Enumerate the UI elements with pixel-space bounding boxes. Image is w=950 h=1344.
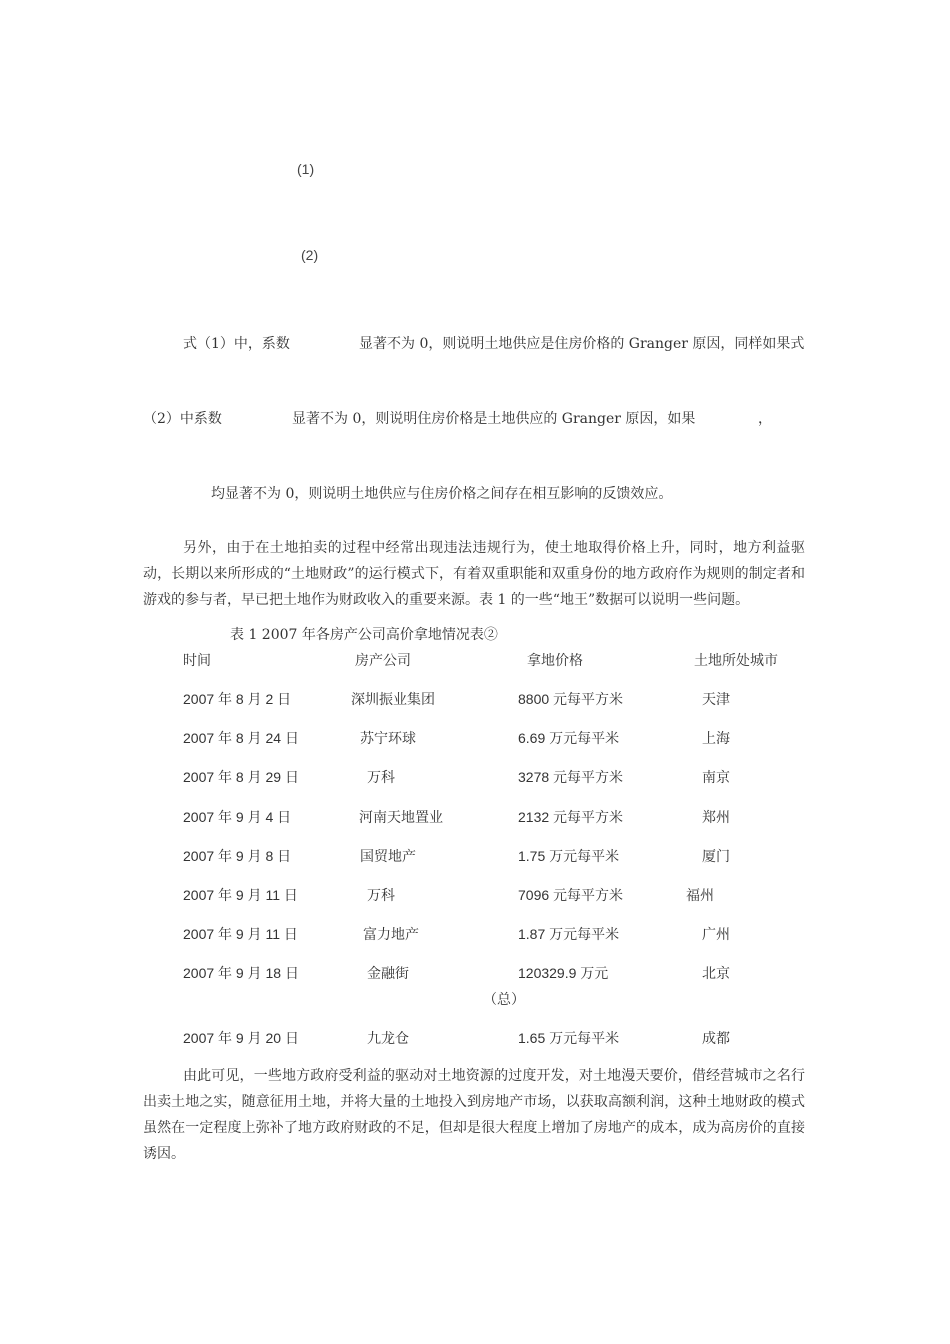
row-company: 河南天地置业 — [359, 810, 443, 826]
row-company: 万科 — [367, 770, 395, 786]
row-date: 2007 年 9 月 8 日 — [183, 848, 292, 864]
row-city: 福州 — [686, 888, 714, 904]
row-company: 九龙仓 — [367, 1031, 409, 1047]
table-caption: 表 1 2007 年各房产公司高价拿地情况表② — [230, 627, 498, 643]
row-company: 苏宁环球 — [360, 731, 416, 747]
row-price: 1.75 万元每平米 — [518, 848, 620, 864]
row-city: 天津 — [702, 692, 730, 708]
row-date: 2007 年 8 月 24 日 — [183, 730, 299, 746]
row-date: 2007 年 9 月 11 日 — [183, 887, 298, 903]
row-date: 2007 年 9 月 20 日 — [183, 1030, 299, 1046]
explanation-line2-comma: ， — [758, 411, 772, 427]
row-company: 金融街 — [367, 966, 409, 982]
conclusion-paragraph: 由此可见，一些地方政府受利益的驱动对土地资源的过度开发，对土地漫天要价，借经营城市之名行出卖土地之实，随意征用土地，并将大量的土地投入到房地产市场，以获取高额利润，这种土地财政的模式虽然在一定程度上弥补了地方政府财政的不足，但却是很大程度上增加了房地产的成本，成为高房价的直接诱因。 — [143, 1068, 805, 1162]
explanation-line2-part2: 显著不为 0，则说明住房价格是土地供应的 Granger 原因，如果 — [292, 411, 696, 427]
row-city: 上海 — [702, 731, 730, 747]
row-company: 深圳振业集团 — [351, 692, 435, 708]
row-date: 2007 年 9 月 11 日 — [183, 926, 298, 942]
row-date: 2007 年 8 月 2 日 — [183, 691, 292, 707]
table-header-company: 房产公司 — [355, 653, 411, 669]
row-price: 2132 元每平方米 — [518, 809, 624, 825]
intro-paragraph: 另外，由于在土地拍卖的过程中经常出现违法违规行为，使土地取得价格上升，同时，地方利益驱动，长期以来所形成的“土地财政”的运行模式下，有着双重职能和双重身份的地方政府作为规则的制定者和游戏的参与者，早已把土地作为财政收入的重要来源。表 1 的一些“地王”数据可以说明一些问题。 — [143, 540, 805, 608]
row-price: 1.65 万元每平米 — [518, 1030, 620, 1046]
row-price: 1.87 万元每平米 — [518, 926, 620, 942]
explanation-line1-part2: 显著不为 0，则说明土地供应是住房价格的 Granger 原因，同样如果式 — [359, 336, 805, 352]
explanation-line1-part1: 式（1）中，系数 — [183, 336, 290, 352]
row-company: 万科 — [367, 888, 395, 904]
row-price: 3278 元每平方米 — [518, 769, 624, 785]
row-price: 120329.9 万元 — [518, 965, 609, 981]
row-city: 成都 — [702, 1031, 730, 1047]
row-company: 富力地产 — [363, 927, 419, 943]
row-city: 广州 — [702, 927, 730, 943]
table-header-date: 时间 — [183, 653, 211, 669]
table-header-price: 拿地价格 — [527, 653, 583, 669]
table-header-city: 土地所处城市 — [694, 653, 778, 669]
equation-1-label: (1) — [297, 161, 315, 177]
row-city: 郑州 — [702, 810, 730, 826]
row-city: 北京 — [702, 966, 730, 982]
row-date: 2007 年 8 月 29 日 — [183, 769, 299, 785]
row-city: 厦门 — [702, 849, 730, 865]
explanation-line3: 均显著不为 0，则说明土地供应与住房价格之间存在相互影响的反馈效应。 — [211, 486, 673, 502]
row-price: 6.69 万元每平米 — [518, 730, 620, 746]
row-city: 南京 — [702, 770, 730, 786]
row-company: 国贸地产 — [360, 849, 416, 865]
row-date: 2007 年 9 月 18 日 — [183, 965, 299, 981]
explanation-line2-part1: （2）中系数 — [143, 411, 222, 427]
row-price-note: （总） — [483, 992, 525, 1008]
row-price: 7096 元每平方米 — [518, 887, 624, 903]
row-price: 8800 元每平方米 — [518, 691, 624, 707]
equation-2-label: (2) — [301, 247, 319, 263]
row-date: 2007 年 9 月 4 日 — [183, 809, 292, 825]
